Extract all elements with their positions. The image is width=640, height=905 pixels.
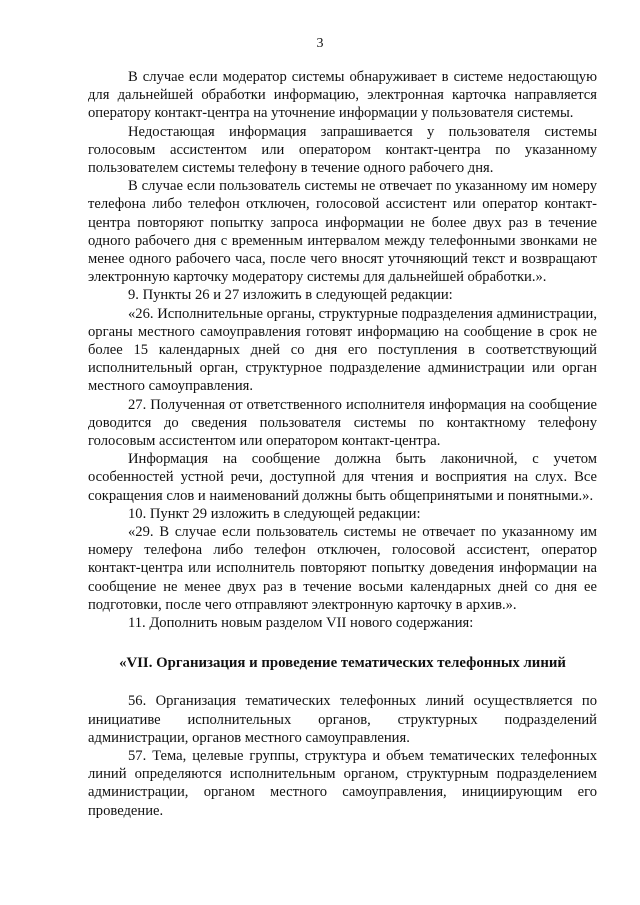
paragraph-no-answer-retry: В случае если пользователь системы не отвечает по указанному им номеру телефона либо телефон отключен, голосовой ассистент или оператор контакт-центра повторяют попытку запроса информации не более двух раз в течение одного рабочего дня с временным интервалом между телефонными звонками не менее одного рабочего часа, после чего вносят уточняющий текст и возвращают электронную карточку модератору системы для дальнейшей обработки.». [88,178,597,286]
paragraph-clause-27: 27. Полученная от ответственного исполнителя информация на сообщение доводится до сведения пользователя системы по контактному телефону голосовым ассистентом или оператором контакт-центра. [88,396,597,450]
paragraph-item-10: 10. Пункт 29 изложить в следующей редакции: [128,505,421,522]
page-number: 3 [316,36,324,51]
document-body [88,68,597,820]
section-title: «VII. Организация и проведение тематических телефонных линий [119,655,566,672]
paragraph-info-requirements: Информация на сообщение должна быть лаконичной, с учетом особенностей устной речи, доступной для чтения и восприятия на слух. Все сокращения слов и наименований должны быть общепринятыми и понятными.». [88,451,597,504]
paragraph-clause-57: 57. Тема, целевые группы, структура и объем тематических телефонных линий определяются исполнительным органом, структурным подразделением администрации, органом местного самоуправления, инициирующим его проведение. [88,747,597,819]
paragraph-clause-56: 56. Организация тематических телефонных линий осуществляется по инициативе исполнительных органов, структурных подразделений администрации, органов местного самоуправления. [88,693,597,746]
paragraph-clause-26: «26. Исполнительные органы, структурные подразделения администрации, органы местного самоуправления готовят информацию на сообщение в срок не более 15 календарных дней со дня его поступления в соответствующий исполнительный орган, структурное подразделение администрации или орган местного самоуправления. [88,305,597,395]
paragraph-moderator-missing-info: В случае если модератор системы обнаруживает в системе недостающую для дальнейшей обработки информацию, электронная карточка направляется оператору контакт-центра на уточнение информации у пользователя системы. [88,69,597,122]
paragraph-clause-29: «29. В случае если пользователь системы не отвечает по указанному им номеру телефона либо телефон отключен, голосовой ассистент, оператор контакт-центра или исполнитель повторяют попытку доведения информации на сообщение не менее двух раз в течение восьми календарных дней со дня ее подготовки, после чего отправляют электронную карточку в архив.». [88,524,597,613]
paragraph-item-9: 9. Пункты 26 и 27 изложить в следующей редакции: [128,287,453,304]
paragraph-missing-info-request: Недостающая информация запрашивается у пользователя системы голосовым ассистентом или оператором контакт-центра по указанному пользователем системы телефону в течение одного рабочего дня. [88,123,597,177]
paragraph-item-11: 11. Дополнить новым разделом VII нового содержания: [128,615,474,632]
